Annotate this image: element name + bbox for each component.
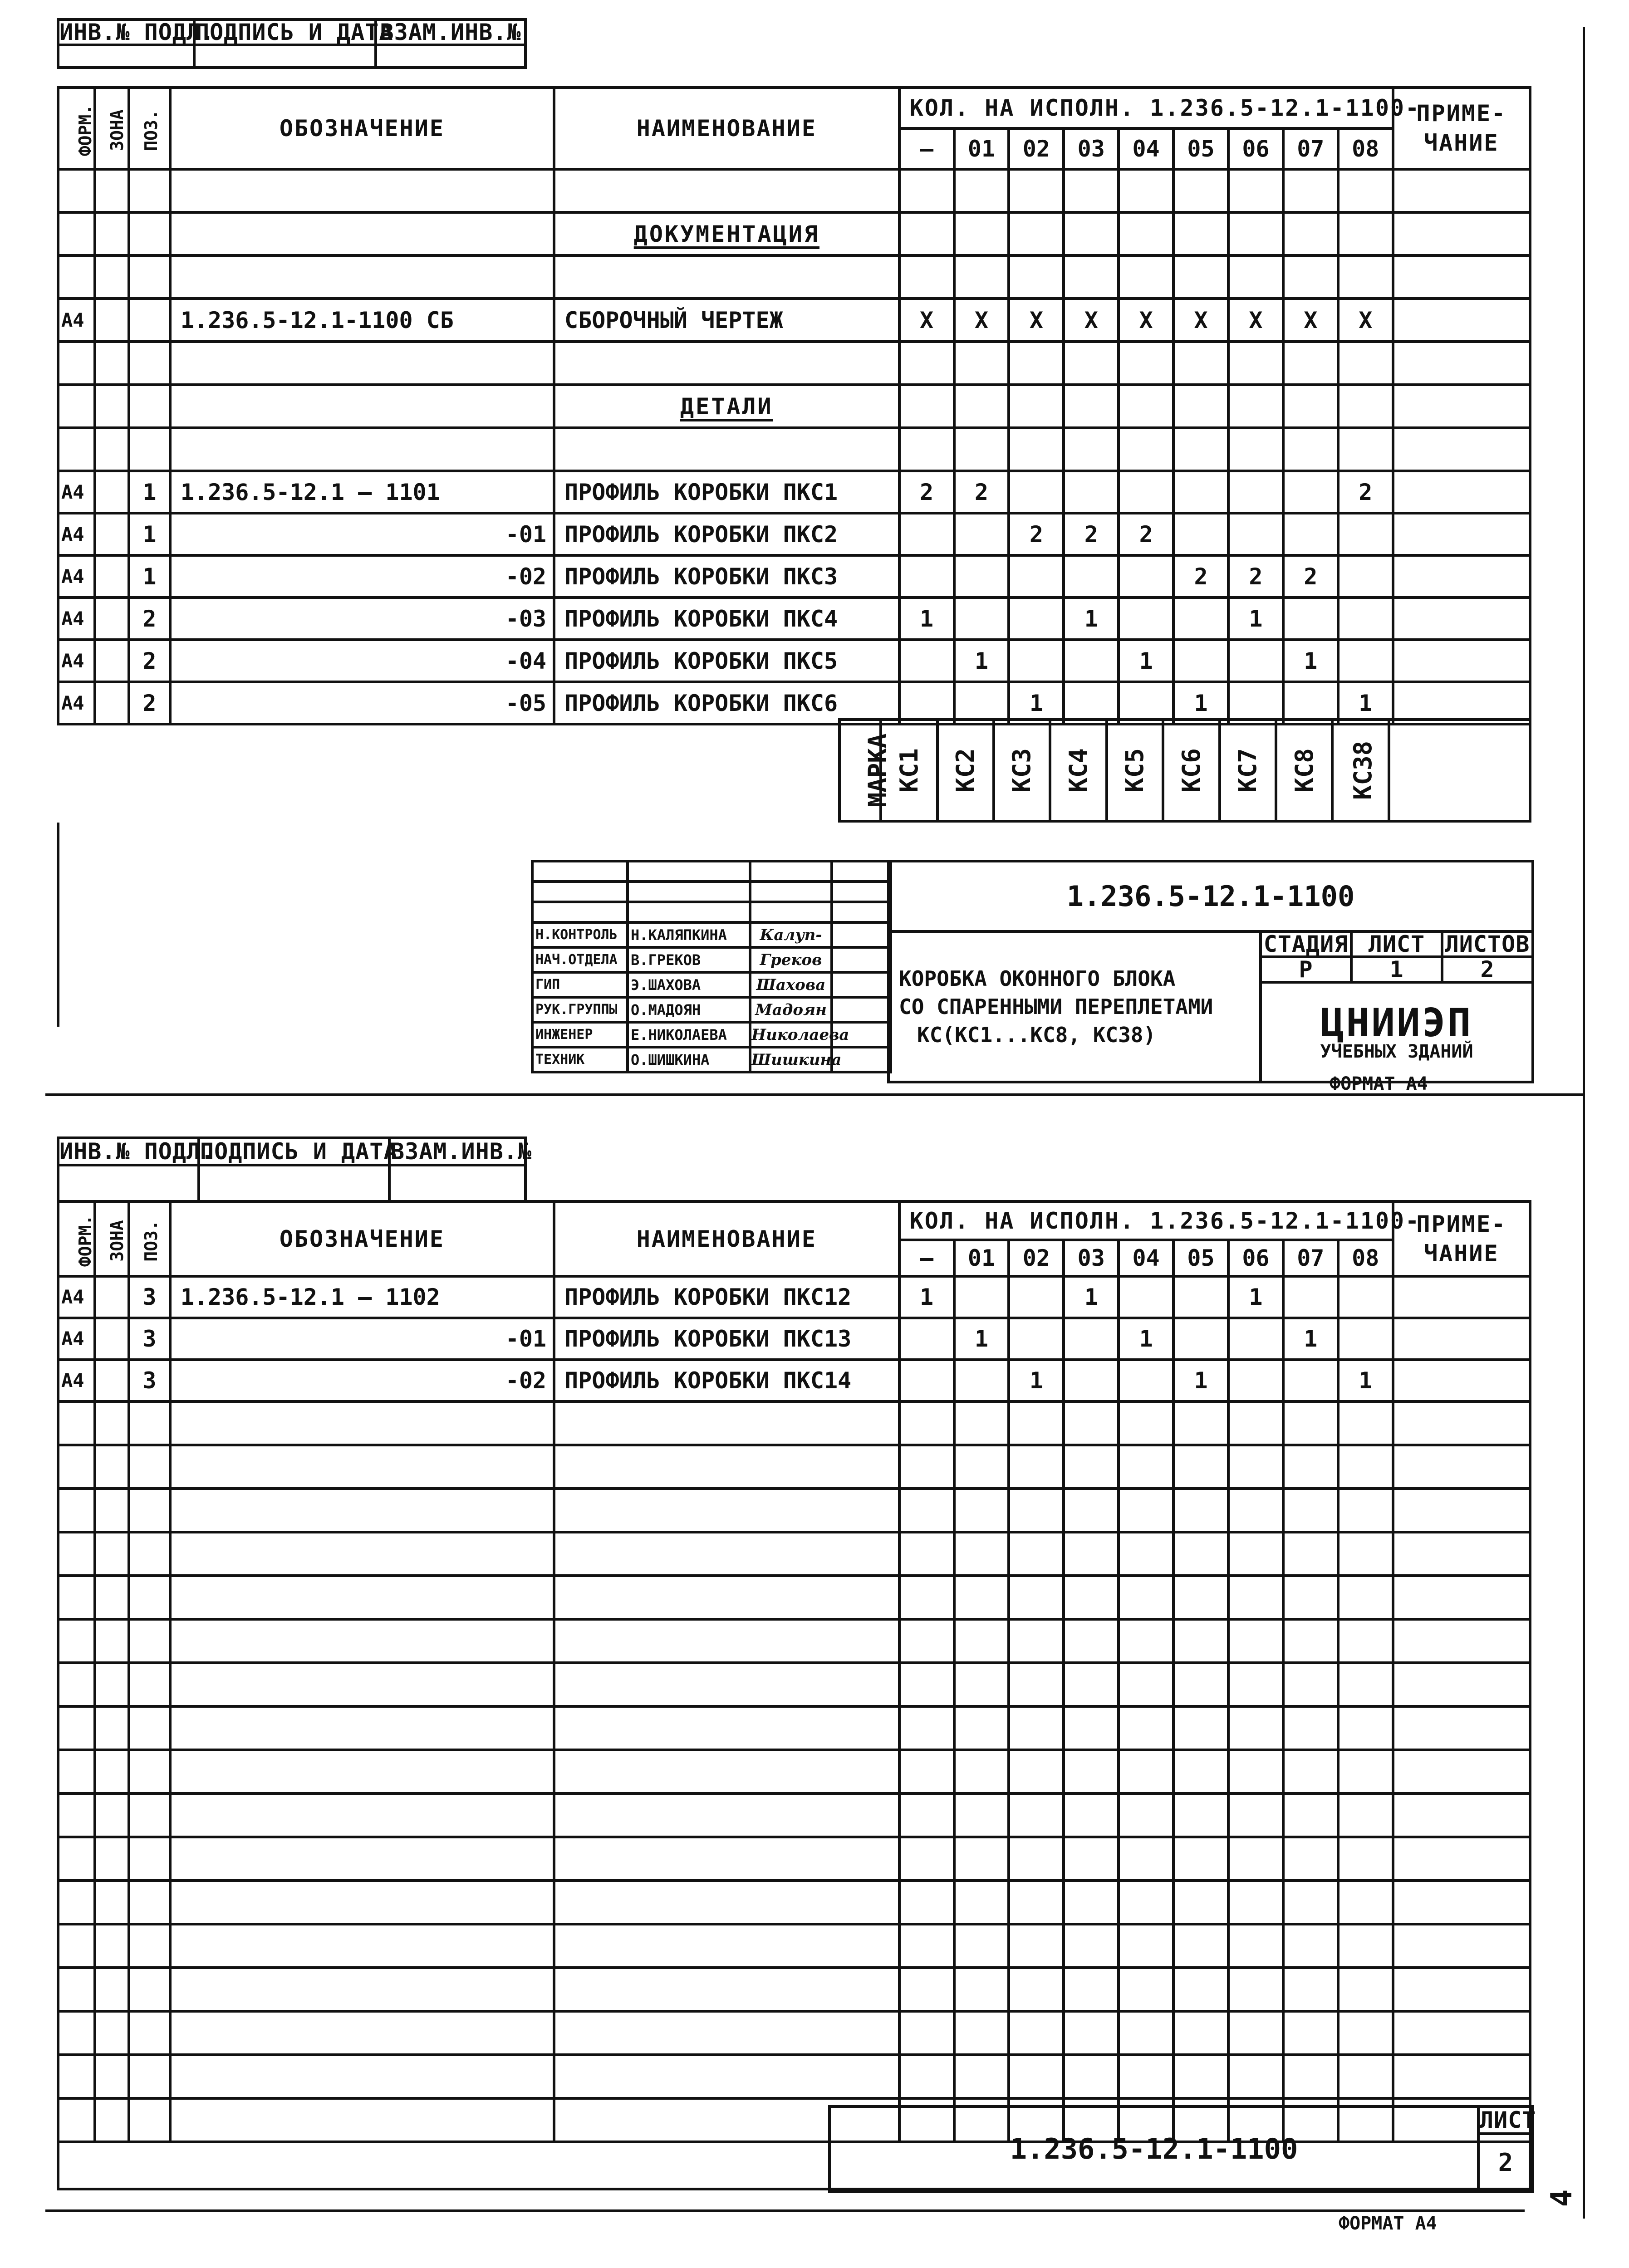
row-zone: [95, 1318, 129, 1360]
row-zone: [95, 682, 129, 724]
variant-header: 07: [1283, 128, 1338, 169]
row-qty: [1338, 598, 1393, 640]
col-name-header: НАИМЕНОВАНИЕ: [554, 88, 899, 169]
row-note: [1393, 299, 1530, 342]
mark-cell: КС3: [994, 720, 1050, 821]
row-qty: 1: [1283, 1318, 1338, 1360]
row-designation: -02: [170, 555, 554, 598]
row-qty: [1228, 471, 1283, 513]
row-qty: [1173, 640, 1228, 682]
row-qty: 1: [1009, 682, 1064, 724]
row-qty: 2: [1173, 555, 1228, 598]
row-qty: [1283, 471, 1338, 513]
row-qty: 1: [1283, 640, 1338, 682]
sheet2-title-block: [828, 2105, 1534, 2193]
row-designation: -04: [170, 640, 554, 682]
mark-cell: КС4: [1050, 720, 1106, 821]
row-qty: 1: [1228, 598, 1283, 640]
row-name: СБОРОЧНЫЙ ЧЕРТЕЖ: [554, 299, 899, 342]
row-form: А4: [58, 299, 95, 342]
row-qty: 2: [1228, 555, 1283, 598]
row-qty: [954, 598, 1009, 640]
row-qty: X: [1064, 299, 1119, 342]
col-note-header-2: ПРИМЕ-ЧАНИЕ: [1393, 1201, 1530, 1276]
mark-cell: КС8: [1276, 720, 1332, 821]
row-qty: [1338, 1318, 1393, 1360]
row-qty: [1064, 1318, 1119, 1360]
row-qty: [1283, 598, 1338, 640]
sheet1-top-strip: [57, 18, 527, 69]
sheet2-left-border-lower: [57, 2105, 59, 2189]
table-row: [58, 640, 1530, 682]
row-qty: [1338, 513, 1393, 555]
row-form: А4: [58, 1276, 95, 1318]
row-pos: 3: [129, 1276, 170, 1318]
table-row: [58, 1619, 1530, 1663]
row-qty: X: [1119, 299, 1173, 342]
row-form: А4: [58, 682, 95, 724]
row-pos: 2: [129, 640, 170, 682]
table-row: [58, 555, 1530, 598]
signer-name: В.ГРЕКОВ: [628, 947, 750, 972]
replace-inv-value: [376, 45, 525, 68]
row-qty: 1: [1338, 682, 1393, 724]
col-zone-header: ЗОНА: [95, 88, 129, 169]
col-form-header-2: ФОРМ.: [58, 1201, 95, 1276]
variant-header: 03: [1064, 128, 1119, 169]
col-qty-header: КОЛ. НА ИСПОЛН. 1.236.5-12.1-1100-: [899, 88, 1393, 128]
table-row: [58, 1445, 1530, 1489]
sheet1-format-label: ФОРМАТ А4: [1330, 1073, 1428, 1094]
mark-cell: КС2: [937, 720, 994, 821]
row-qty: 1: [1064, 1276, 1119, 1318]
variant-header: 05: [1173, 128, 1228, 169]
row-qty: 1: [1173, 1360, 1228, 1401]
row-note: [1393, 1276, 1530, 1318]
row-qty: [1119, 1360, 1173, 1401]
row-form: А4: [58, 513, 95, 555]
row-qty: [1173, 1318, 1228, 1360]
table-row: [58, 1881, 1530, 1924]
variant-header: —: [899, 1240, 954, 1276]
row-qty: [1064, 1360, 1119, 1401]
row-qty: [954, 1276, 1009, 1318]
row-name: ПРОФИЛЬ КОРОБКИ ПКС6: [554, 682, 899, 724]
stage-value: Р: [1261, 957, 1351, 982]
row-qty: [1173, 1276, 1228, 1318]
variant-header: 07: [1283, 1240, 1338, 1276]
table-row: [58, 513, 1530, 555]
row-zone: [95, 1276, 129, 1318]
row-name: ПРОФИЛЬ КОРОБКИ ПКС14: [554, 1360, 899, 1401]
row-name: ПРОФИЛЬ КОРОБКИ ПКС13: [554, 1318, 899, 1360]
col-zone-header-2: ЗОНА: [95, 1201, 129, 1276]
table-row: [58, 1924, 1530, 1968]
row-qty: 2: [899, 471, 954, 513]
inv-label: ИНВ.№ ПОДЛ.: [58, 20, 194, 45]
row-qty: [1228, 1360, 1283, 1401]
table-row: [58, 428, 1530, 471]
inv-value: [58, 45, 194, 68]
signer-role: ИНЖЕНЕР: [532, 1022, 628, 1047]
stage-label: СТАДИЯ: [1261, 931, 1351, 957]
row-qty: 1: [899, 1276, 954, 1318]
marka-label: МАРКА: [839, 720, 881, 821]
signature: Мадоян: [750, 997, 832, 1022]
table-row: [58, 1837, 1530, 1881]
sheet1-drawing-code: 1.236.5-12.1-1100: [888, 861, 1533, 931]
sheet1-title-block: [887, 860, 1534, 1083]
sheets-label: ЛИСТОВ: [1442, 931, 1533, 957]
section-row: [58, 385, 1530, 428]
table-row: [58, 1489, 1530, 1532]
row-qty: 1: [1173, 682, 1228, 724]
col-designation-header-2: ОБОЗНАЧЕНИЕ: [170, 1201, 554, 1276]
row-form: А4: [58, 1318, 95, 1360]
row-qty: [899, 513, 954, 555]
row-designation: 1.236.5-12.1 — 1102: [170, 1276, 554, 1318]
section-title: ДОКУМЕНТАЦИЯ: [554, 212, 899, 255]
row-qty: [1283, 1276, 1338, 1318]
row-qty: X: [1173, 299, 1228, 342]
table-row: [58, 1318, 1530, 1360]
sheet2-sheet-label: ЛИСТ: [1478, 2106, 1533, 2134]
row-form: А4: [58, 640, 95, 682]
row-pos: 1: [129, 513, 170, 555]
row-qty: [1009, 598, 1064, 640]
signer-name: О.МАДОЯН: [628, 997, 750, 1022]
signature-row: [532, 1047, 891, 1072]
signer-name: Э.ШАХОВА: [628, 972, 750, 997]
row-zone: [95, 640, 129, 682]
row-qty: [1119, 555, 1173, 598]
signer-role: РУК.ГРУППЫ: [532, 997, 628, 1022]
signer-name: Е.НИКОЛАЕВА: [628, 1022, 750, 1047]
row-note: [1393, 1360, 1530, 1401]
col-designation-header: ОБОЗНАЧЕНИЕ: [170, 88, 554, 169]
row-qty: [1119, 598, 1173, 640]
row-qty: [1338, 640, 1393, 682]
table-row: [58, 342, 1530, 385]
table-row: [58, 1576, 1530, 1619]
row-note: [1393, 555, 1530, 598]
row-designation: -02: [170, 1360, 554, 1401]
row-qty: [1338, 1276, 1393, 1318]
signer-role: ТЕХНИК: [532, 1047, 628, 1072]
col-name-header-2: НАИМЕНОВАНИЕ: [554, 1201, 899, 1276]
margin-page-number: 4: [1545, 2189, 1579, 2207]
row-qty: 2: [1064, 513, 1119, 555]
variant-header: 01: [954, 128, 1009, 169]
replace-inv-label: ВЗАМ.ИНВ.№: [376, 20, 525, 45]
row-designation: -01: [170, 1318, 554, 1360]
row-qty: 1: [954, 640, 1009, 682]
variant-header: 02: [1009, 128, 1064, 169]
signer-name: Н.КАЛЯПКИНА: [628, 922, 750, 947]
row-qty: [899, 555, 954, 598]
row-qty: X: [1283, 299, 1338, 342]
section-row: [58, 212, 1530, 255]
signature-row: [532, 1022, 891, 1047]
table-row: [58, 1706, 1530, 1750]
signature-row: [532, 947, 891, 972]
row-qty: [1173, 471, 1228, 513]
variant-header: 06: [1228, 1240, 1283, 1276]
row-qty: 2: [1119, 513, 1173, 555]
table-row: [58, 598, 1530, 640]
variant-header: 06: [1228, 128, 1283, 169]
row-qty: X: [899, 299, 954, 342]
variant-header: 01: [954, 1240, 1009, 1276]
variant-header: 03: [1064, 1240, 1119, 1276]
signature-row: [532, 997, 891, 1022]
variant-header: 08: [1338, 1240, 1393, 1276]
row-qty: [1009, 555, 1064, 598]
col-pos-header-2: ПОЗ.: [129, 1201, 170, 1276]
row-name: ПРОФИЛЬ КОРОБКИ ПКС12: [554, 1276, 899, 1318]
row-zone: [95, 299, 129, 342]
row-form: А4: [58, 471, 95, 513]
row-name: ПРОФИЛЬ КОРОБКИ ПКС2: [554, 513, 899, 555]
row-designation: -03: [170, 598, 554, 640]
organization: ЦНИИЭП УЧЕБНЫХ ЗДАНИЙ: [1261, 982, 1533, 1082]
sheet1-marka-table: [838, 718, 1531, 823]
row-pos: 2: [129, 682, 170, 724]
variant-header: 04: [1119, 128, 1173, 169]
row-zone: [95, 555, 129, 598]
sign-date-label: ПОДПИСЬ И ДАТА: [194, 20, 376, 45]
row-qty: 2: [1283, 555, 1338, 598]
row-qty: [1228, 1318, 1283, 1360]
row-qty: [1283, 1360, 1338, 1401]
row-qty: [1119, 471, 1173, 513]
col-form-header: ФОРМ.: [58, 88, 95, 169]
row-qty: [1064, 555, 1119, 598]
row-qty: [954, 1360, 1009, 1401]
signature: Шахова: [750, 972, 832, 997]
mark-cell: КС38: [1332, 720, 1389, 821]
table-row: [58, 1276, 1530, 1318]
sign-date-label-2: ПОДПИСЬ И ДАТА: [199, 1138, 389, 1165]
sheet2-bottom-rule: [45, 2209, 1525, 2212]
row-qty: [954, 513, 1009, 555]
row-name: ПРОФИЛЬ КОРОБКИ ПКС5: [554, 640, 899, 682]
row-note: [1393, 1318, 1530, 1360]
right-margin-rule: [1583, 27, 1585, 2219]
row-zone: [95, 598, 129, 640]
row-pos: [129, 299, 170, 342]
table-row: [58, 1532, 1530, 1576]
row-pos: 3: [129, 1360, 170, 1401]
row-qty: [1064, 640, 1119, 682]
table-row: [58, 1663, 1530, 1706]
table-row: [58, 255, 1530, 299]
row-form: А4: [58, 1360, 95, 1401]
row-qty: [1064, 471, 1119, 513]
row-qty: [1009, 640, 1064, 682]
signature-row: [532, 922, 891, 947]
section-title: ДЕТАЛИ: [554, 385, 899, 428]
row-qty: 1: [1064, 598, 1119, 640]
row-qty: [1228, 513, 1283, 555]
table-row: [58, 471, 1530, 513]
table-row: [58, 1968, 1530, 2011]
row-qty: [1338, 555, 1393, 598]
col-pos-header: ПОЗ.: [129, 88, 170, 169]
row-qty: X: [1228, 299, 1283, 342]
signature-row: [532, 972, 891, 997]
sheet2-drawing-code: 1.236.5-12.1-1100: [829, 2106, 1478, 2192]
table-row: [58, 169, 1530, 212]
row-note: [1393, 513, 1530, 555]
table-row: [58, 1793, 1530, 1837]
row-designation: -01: [170, 513, 554, 555]
sheet2-sheet-number: 2: [1478, 2134, 1533, 2192]
row-note: [1393, 640, 1530, 682]
table-row: [58, 2055, 1530, 2098]
signer-name: О.ШИШКИНА: [628, 1047, 750, 1072]
signature: Греков: [750, 947, 832, 972]
variant-header: 02: [1009, 1240, 1064, 1276]
row-qty: X: [1009, 299, 1064, 342]
row-pos: 1: [129, 471, 170, 513]
signature: Шишкина: [750, 1047, 832, 1072]
row-designation: -05: [170, 682, 554, 724]
table-row: [58, 2011, 1530, 2055]
variant-header: 04: [1119, 1240, 1173, 1276]
replace-inv-label-2: ВЗАМ.ИНВ.№: [389, 1138, 525, 1165]
row-form: А4: [58, 598, 95, 640]
sheet2-top-strip: [57, 1136, 532, 1203]
row-qty: 1: [1228, 1276, 1283, 1318]
row-pos: 2: [129, 598, 170, 640]
sheet-value: 1: [1351, 957, 1442, 982]
mark-cell: КС1: [881, 720, 937, 821]
row-qty: [1009, 471, 1064, 513]
row-qty: 2: [1338, 471, 1393, 513]
row-qty: 1: [1009, 1360, 1064, 1401]
row-qty: [1173, 513, 1228, 555]
sheet-label: ЛИСТ: [1351, 931, 1442, 957]
row-designation: 1.236.5-12.1-1100 СБ: [170, 299, 554, 342]
row-pos: 3: [129, 1318, 170, 1360]
row-note: [1393, 471, 1530, 513]
row-qty: 1: [1119, 640, 1173, 682]
variant-header: 08: [1338, 128, 1393, 169]
row-designation: 1.236.5-12.1 — 1101: [170, 471, 554, 513]
sheet2-format-label: ФОРМАТ А4: [1339, 2213, 1437, 2234]
table-row: [58, 1401, 1530, 1445]
sheet1-drawing-title: КОРОБКА ОКОННОГО БЛОКА СО СПАРЕННЫМИ ПЕРЕПЛЕТАМИ КС(КС1...КС8, КС38): [888, 931, 1261, 1082]
row-qty: 1: [899, 598, 954, 640]
row-qty: X: [1338, 299, 1393, 342]
row-qty: [954, 555, 1009, 598]
row-qty: [1173, 598, 1228, 640]
mark-cell: КС5: [1107, 720, 1163, 821]
table-row: [58, 1360, 1530, 1401]
table-row: [58, 299, 1530, 342]
inv-label-2: ИНВ.№ ПОДЛ.: [58, 1138, 199, 1165]
row-qty: [1228, 640, 1283, 682]
sheet1-left-border-lower: [57, 823, 59, 1027]
signer-role: ГИП: [532, 972, 628, 997]
col-qty-header-2: КОЛ. НА ИСПОЛН. 1.236.5-12.1-1100-: [899, 1201, 1393, 1240]
variant-header: 05: [1173, 1240, 1228, 1276]
sheet1-spec-table: [57, 86, 1531, 725]
mark-cell: КС6: [1163, 720, 1219, 821]
col-note-header: ПРИМЕ-ЧАНИЕ: [1393, 88, 1530, 169]
sheet2-spec-table: [57, 1200, 1531, 2143]
row-qty: 2: [954, 471, 1009, 513]
sign-date-value: [194, 45, 376, 68]
row-qty: 1: [1119, 1318, 1173, 1360]
row-pos: 1: [129, 555, 170, 598]
row-zone: [95, 1360, 129, 1401]
row-name: ПРОФИЛЬ КОРОБКИ ПКС1: [554, 471, 899, 513]
row-zone: [95, 471, 129, 513]
signer-role: Н.КОНТРОЛЬ: [532, 922, 628, 947]
signer-role: НАЧ.ОТДЕЛА: [532, 947, 628, 972]
row-qty: 2: [1009, 513, 1064, 555]
row-name: ПРОФИЛЬ КОРОБКИ ПКС4: [554, 598, 899, 640]
mark-cell: КС7: [1220, 720, 1276, 821]
row-qty: [1009, 1318, 1064, 1360]
row-qty: [899, 1318, 954, 1360]
row-qty: 1: [1338, 1360, 1393, 1401]
sheet1-signature-grid: [531, 860, 892, 1073]
row-qty: [1283, 513, 1338, 555]
row-form: А4: [58, 555, 95, 598]
row-qty: [899, 640, 954, 682]
row-name: ПРОФИЛЬ КОРОБКИ ПКС3: [554, 555, 899, 598]
sheets-value: 2: [1442, 957, 1533, 982]
signature: Калуп-: [750, 922, 832, 947]
table-row: [58, 1750, 1530, 1793]
variant-header: —: [899, 128, 954, 169]
row-qty: [899, 1360, 954, 1401]
signature: Николаева: [750, 1022, 832, 1047]
row-zone: [95, 513, 129, 555]
row-qty: 1: [954, 1318, 1009, 1360]
row-qty: X: [954, 299, 1009, 342]
row-qty: [1009, 1276, 1064, 1318]
row-qty: [1119, 1276, 1173, 1318]
row-note: [1393, 598, 1530, 640]
